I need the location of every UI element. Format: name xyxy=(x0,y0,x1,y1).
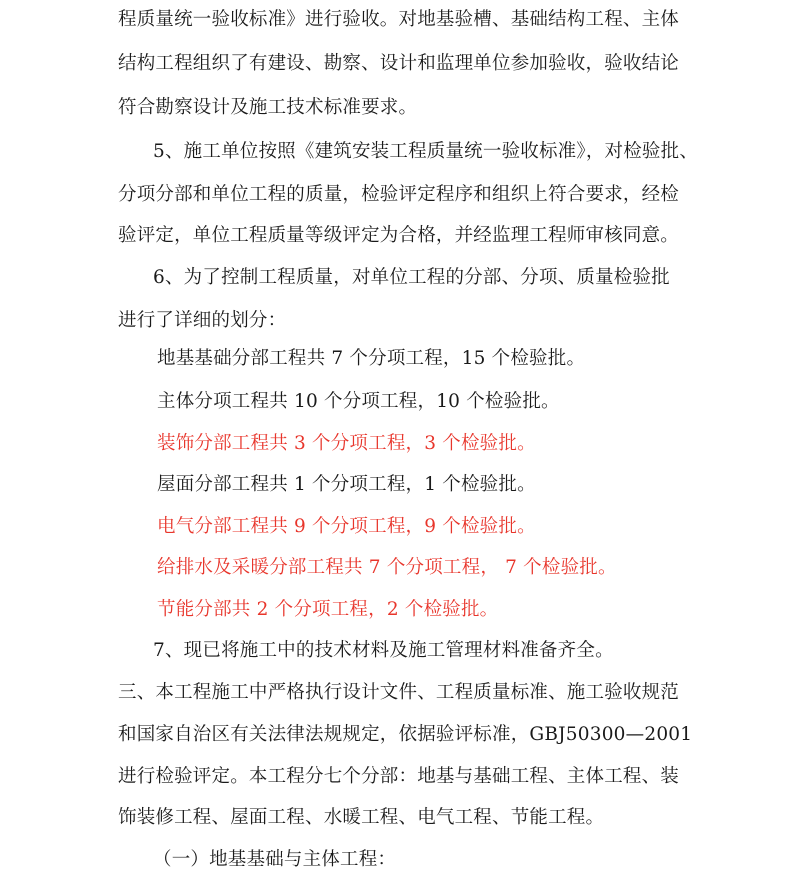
list-item-roof: 屋面分部工程共 1 个分项工程，1 个检验批。 xyxy=(157,474,536,495)
item-6-line-1: 6、为了控制工程质量，对单位工程的分部、分项、质量检验批 xyxy=(153,267,670,288)
section-3-line-2: 和国家自治区有关法律法规规定，依据验评标准，GBJ50300—2001 xyxy=(118,724,693,745)
list-item-energy-saving: 节能分部共 2 个分项工程，2 个检验批。 xyxy=(157,599,499,620)
text-line-2: 结构工程组织了有建设、勘察、设计和监理单位参加验收，验收结论 xyxy=(118,53,680,74)
subsection-heading-1: （一）地基基础与主体工程： xyxy=(153,849,397,870)
item-5-line-2: 分项分部和单位工程的质量，检验评定程序和组织上符合要求，经检 xyxy=(118,184,680,205)
list-item-plumbing-heating: 给排水及采暖分部工程共 7 个分项工程， 7 个检验批。 xyxy=(157,557,617,578)
text-line-1: 程质量统一验收标准》进行验收。对地基验槽、基础结构工程、主体 xyxy=(118,9,680,30)
section-3-line-1: 三、本工程施工中严格执行设计文件、工程质量标准、施工验收规范 xyxy=(118,682,680,703)
section-3-line-4: 饰装修工程、屋面工程、水暖工程、电气工程、节能工程。 xyxy=(118,807,605,828)
list-item-electrical: 电气分部工程共 9 个分项工程，9 个检验批。 xyxy=(157,516,536,537)
item-6-line-2: 进行了详细的划分： xyxy=(118,310,287,331)
list-item-foundation: 地基基础分部工程共 7 个分项工程，15 个检验批。 xyxy=(157,348,586,369)
list-item-decoration: 装饰分部工程共 3 个分项工程，3 个检验批。 xyxy=(157,433,536,454)
text-line-3: 符合勘察设计及施工技术标准要求。 xyxy=(118,97,418,118)
item-5-line-1: 5、施工单位按照《建筑安装工程质量统一验收标准》，对检验批、 xyxy=(153,141,699,162)
item-5-line-3: 验评定，单位工程质量等级评定为合格，并经监理工程师审核同意。 xyxy=(118,225,680,246)
section-3-line-3: 进行检验评定。本工程分七个分部：地基与基础工程、主体工程、装 xyxy=(118,766,680,787)
list-item-main-structure: 主体分项工程共 10 个分项工程，10 个检验批。 xyxy=(157,391,560,412)
item-7: 7、现已将施工中的技术材料及施工管理材料准备齐全。 xyxy=(153,640,614,661)
